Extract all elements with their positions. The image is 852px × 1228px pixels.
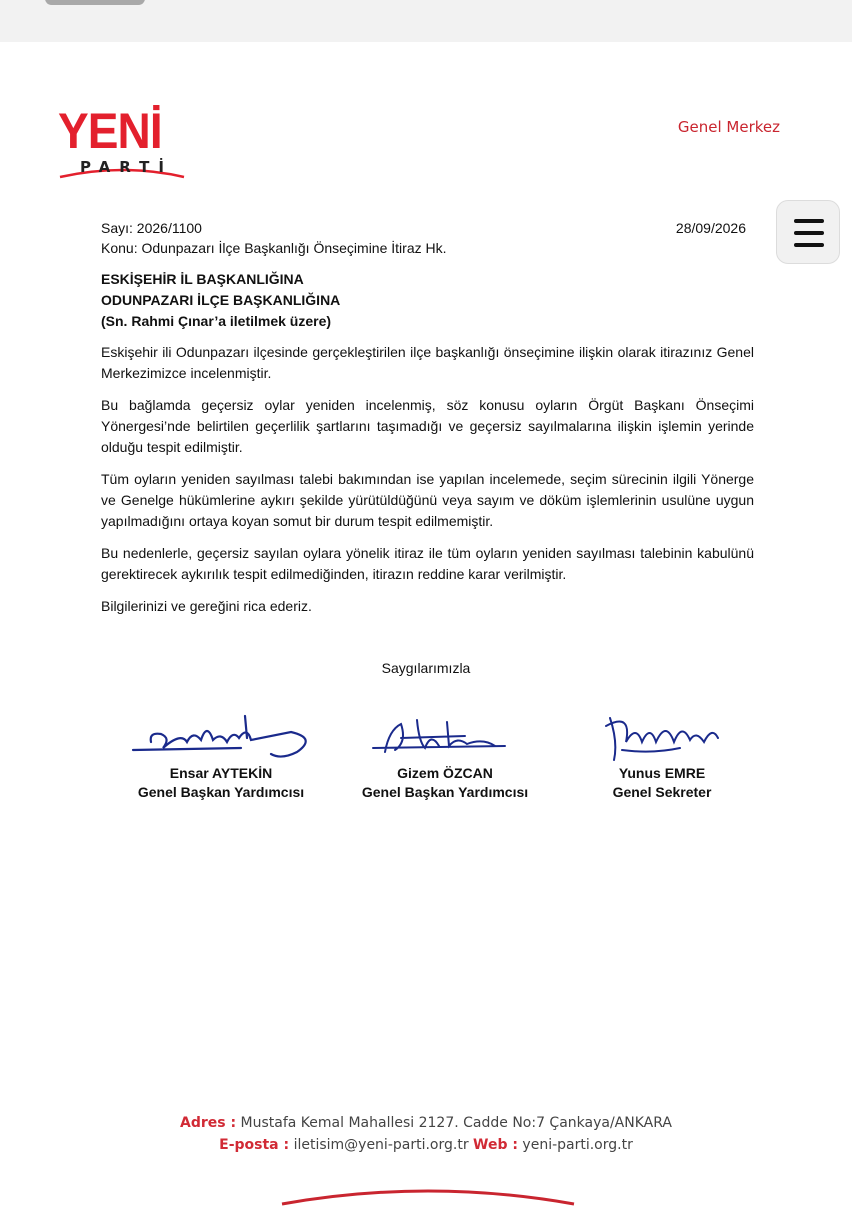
address-label: Adres : bbox=[180, 1115, 237, 1131]
email-label: E-posta : bbox=[219, 1137, 290, 1153]
handwritten-signature bbox=[121, 702, 321, 764]
closing-text: Saygılarımızla bbox=[381, 660, 471, 676]
document-page bbox=[0, 42, 852, 1228]
header-title: Genel Merkez bbox=[677, 118, 780, 136]
signatory-title: Genel Başkan Yardımcısı bbox=[137, 784, 305, 800]
handwritten-signature bbox=[562, 702, 762, 764]
body-paragraph: Eskişehir ili Odunpazarı ilçesinde gerçekleştirilen ilçe başkanlığı önseçimine ilişkin olarak itirazınız Genel Merkezimizce incelenmiştir. bbox=[101, 344, 754, 381]
signatory-name: Yunus EMRE bbox=[618, 765, 706, 781]
signatory-title: Genel Sekreter bbox=[612, 784, 712, 800]
letter-body bbox=[101, 342, 754, 628]
footer-address-line bbox=[0, 1112, 852, 1134]
signatory-title: Genel Başkan Yardımcısı bbox=[361, 784, 529, 800]
letter-footer bbox=[0, 1112, 852, 1156]
body-paragraph: Bilgilerinizi ve gereğini rica ederiz. bbox=[101, 598, 312, 614]
address-value: Mustafa Kemal Mahallesi 2127. Cadde No:7 Çankaya/ANKARA bbox=[240, 1115, 672, 1131]
document-date: 28/09/2026 bbox=[675, 220, 746, 236]
web-value[interactable]: yeni-parti.org.tr bbox=[522, 1137, 633, 1153]
party-logo bbox=[58, 103, 188, 186]
hamburger-icon bbox=[794, 219, 824, 223]
signatory-name: Ensar AYTEKİN bbox=[169, 765, 273, 781]
footer-contact-line bbox=[0, 1134, 852, 1156]
logo-sub: PARTİ bbox=[80, 158, 173, 176]
body-paragraph: Bu bağlamda geçersiz oylar yeniden incelenmiş, söz konusu oyların Örgüt Başkanı Önseçimi Yönergesi’nde belirtilen geçerlilik şartlarını taşımadığı ve geçersiz sayılmalarına ilişkin işlemin yerinde olduğu tespit edilmiştir. bbox=[101, 397, 754, 455]
signature-block bbox=[552, 702, 772, 802]
subject-line: Konu: Odunpazarı İlçe Başkanlığı Önseçimine İtiraz Hk. bbox=[101, 240, 447, 256]
email-value[interactable]: iletisim@yeni-parti.org.tr bbox=[293, 1137, 469, 1153]
hamburger-icon-line bbox=[794, 231, 824, 235]
hamburger-menu-button[interactable] bbox=[776, 200, 840, 264]
body-paragraph: Bu nedenlerle, geçersiz sayılan oylara yönelik itiraz ile tüm oyların yeniden sayılması talebinin kabulünü gerektirecek aykırılık tespit edilmediğinden, itirazın reddine karar verilmiştir. bbox=[101, 545, 754, 582]
web-label: Web : bbox=[473, 1137, 518, 1153]
footer-swoosh bbox=[278, 1184, 578, 1208]
signature-block bbox=[335, 702, 555, 802]
drag-handle[interactable] bbox=[45, 0, 145, 5]
recipient-line: ESKİŞEHİR İL BAŞKANLIĞINA bbox=[101, 271, 304, 287]
recipient-line: ODUNPAZARI İLÇE BAŞKANLIĞINA bbox=[101, 292, 341, 308]
signatory-name: Gizem ÖZCAN bbox=[397, 765, 493, 781]
body-paragraph: Tüm oyların yeniden sayılması talebi bakımından ise yapılan incelemede, seçim sürecinin ilgili Yönerge ve Genelge hükümlerine aykırı şekilde yürütüldüğünü veya sayım ve döküm işlemlerinin usulüne uygun yapılmadığını ortaya koyan somut bir durum tespit edilmemiştir. bbox=[101, 471, 754, 529]
recipient-line: (Sn. Rahmi Çınar’a iletilmek üzere) bbox=[101, 313, 332, 329]
hamburger-icon-line bbox=[794, 243, 824, 247]
signature-block bbox=[111, 702, 331, 802]
recipients-block bbox=[101, 269, 340, 332]
document-meta bbox=[101, 218, 447, 258]
reference-number: Sayı: 2026/1100 bbox=[101, 220, 202, 236]
viewer-top-bar bbox=[0, 0, 852, 42]
handwritten-signature bbox=[345, 702, 545, 764]
logo-word: YENİ bbox=[58, 103, 162, 159]
